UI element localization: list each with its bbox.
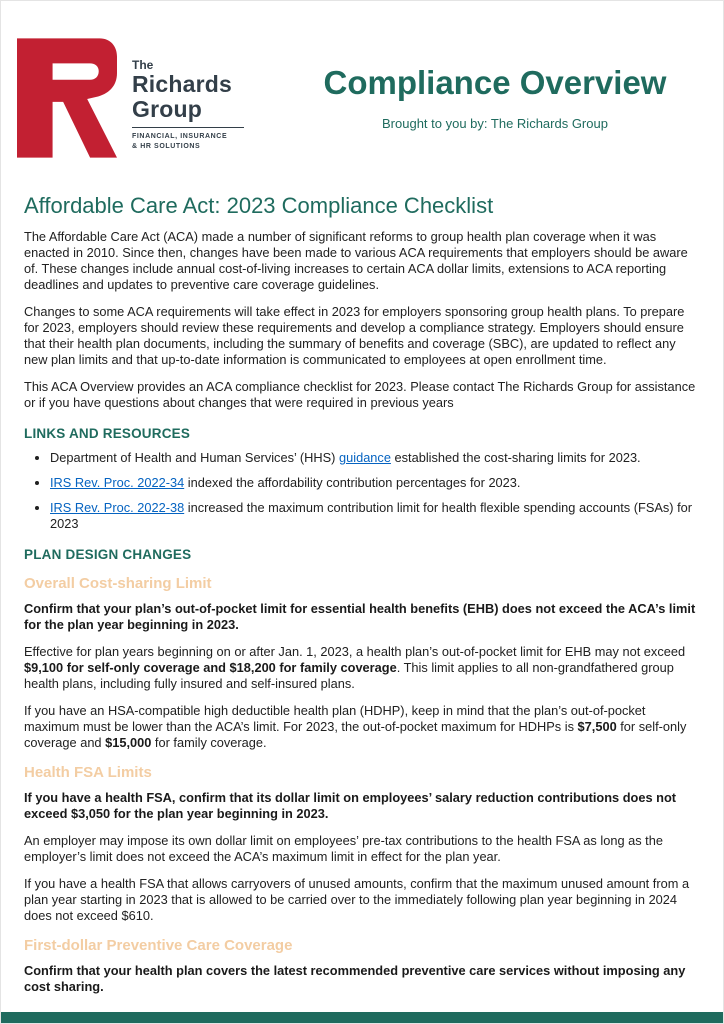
- header-title-block: [299, 65, 691, 131]
- document-body: [1, 193, 723, 995]
- text-run: If you have a health FSA that allows carryovers of unused amounts, confirm that the maximum unused amount from a plan year starting in 2023 that is allowed to be carried over to the immediately following plan year beginning in 2024 does not exceed $610.: [24, 876, 690, 923]
- text-run: increased the maximum contribution limit for health flexible spending accounts (FSAs) for 2023: [50, 500, 693, 531]
- text-run: $9,100 for self-only coverage and $18,200 for family coverage: [24, 660, 397, 675]
- text-run: Department of Health and Human Services’ (HHS): [50, 450, 339, 465]
- paragraph: [24, 963, 700, 995]
- text-run: Confirm that your health plan covers the latest recommended preventive care services without imposing any cost sharing.: [24, 963, 686, 994]
- paragraph: [24, 644, 700, 692]
- logo-text-richards: Richards: [132, 71, 233, 98]
- links-list: [24, 450, 700, 532]
- doc-title: Affordable Care Act: 2023 Compliance Checklist: [24, 193, 494, 218]
- logo-tagline-line2: & HR SOLUTIONS: [132, 143, 201, 151]
- text-run: The Affordable Care Act (ACA) made a number of significant reforms to group health plan coverage when it was enacted in 2010. Since then, changes have been made to various ACA requirements that employers should be aware of. These changes include annual cost-of-living increases to certain ACA dollar limits, extensions to ACA reporting deadlines and updates to preventive care coverage guidelines.: [24, 229, 688, 292]
- text-run: established the cost-sharing limits for 2023.: [390, 450, 641, 465]
- text-run: Changes to some ACA requirements will take effect in 2023 for employers sponsoring group health plans. To prepare for 2023, employers should review these requirements and develop a compliance strategy. Employers should ensure that their health plan documents, including the summary of benefits and coverage (SBC), are updated to reflect any new plan limits and that up-to-date information is communicated to employees at open enrollment time.: [24, 304, 685, 367]
- logo-text-group: Group: [132, 96, 202, 123]
- paragraph: [24, 601, 700, 633]
- logo-text: [132, 37, 244, 153]
- text-run: If you have a health FSA, confirm that its dollar limit on employees’ salary reduction contributions does not exceed $3,050 for the plan year beginning in 2023.: [24, 790, 677, 821]
- bullet-item: [50, 500, 700, 532]
- inline-link[interactable]: guidance: [339, 450, 391, 465]
- subsection-heading: First-dollar Preventive Care Coverage: [24, 937, 293, 954]
- text-run: for self-only coverage and: [24, 719, 687, 750]
- paragraph: [24, 379, 700, 411]
- text-run: Effective for plan years beginning on or after Jan. 1, 2023, a health plan’s out-of-pocket limit for EHB may not exceed: [24, 644, 686, 659]
- text-run: This ACA Overview provides an ACA compliance checklist for 2023. Please contact The Richards Group for assistance or if you have questions about changes that were required in previous years: [24, 379, 696, 410]
- footer-bar: [1, 1012, 723, 1023]
- inline-link[interactable]: IRS Rev. Proc. 2022-38: [50, 500, 185, 515]
- paragraph: [24, 876, 700, 924]
- text-run: $15,000: [105, 735, 152, 750]
- paragraph: [24, 229, 700, 293]
- text-run: $7,500: [577, 719, 617, 734]
- subsection-heading: Overall Cost-sharing Limit: [24, 575, 212, 592]
- richards-group-logo: [17, 37, 244, 159]
- page-subtitle: Brought to you by: The Richards Group: [382, 116, 608, 132]
- text-run: If you have an HSA-compatible high deductible health plan (HDHP), keep in mind that the plan’s out-of-pocket maximum must be lower than the ACA’s limit. For 2023, the out-of-pocket maximum for HDHPs is: [24, 703, 646, 734]
- paragraph: [24, 304, 700, 368]
- paragraph: [24, 703, 700, 751]
- bullet-item: [50, 450, 700, 466]
- text-run: . This limit applies to all non-grandfathered group health plans, including fully insured and self-insured plans.: [24, 660, 674, 691]
- bullet-item: [50, 475, 700, 491]
- inline-link[interactable]: IRS Rev. Proc. 2022-34: [50, 475, 185, 490]
- paragraph: [24, 833, 700, 865]
- logo-text-the: The: [132, 58, 154, 72]
- text-run: An employer may impose its own dollar limit on employees’ pre-tax contributions to the health FSA as long as the employer’s limit does not exceed the ACA’s maximum limit in effect for the plan year.: [24, 833, 663, 864]
- header: [1, 1, 723, 169]
- subsection-heading: Health FSA Limits: [24, 764, 152, 781]
- section-heading: PLAN DESIGN CHANGES: [24, 547, 192, 562]
- paragraph: [24, 790, 700, 822]
- page-title: Compliance Overview: [323, 64, 667, 101]
- section-heading: LINKS AND RESOURCES: [24, 426, 191, 441]
- text-run: Confirm that your plan’s out-of-pocket limit for essential health benefits (EHB) does not exceed the ACA’s limit for the plan year beginning in 2023.: [24, 601, 696, 632]
- logo-divider: [132, 127, 244, 129]
- logo-tagline-line1: FINANCIAL, INSURANCE: [132, 133, 228, 141]
- logo-r-icon: [17, 37, 117, 159]
- text-run: indexed the affordability contribution percentages for 2023.: [184, 475, 521, 490]
- text-run: for family coverage.: [151, 735, 267, 750]
